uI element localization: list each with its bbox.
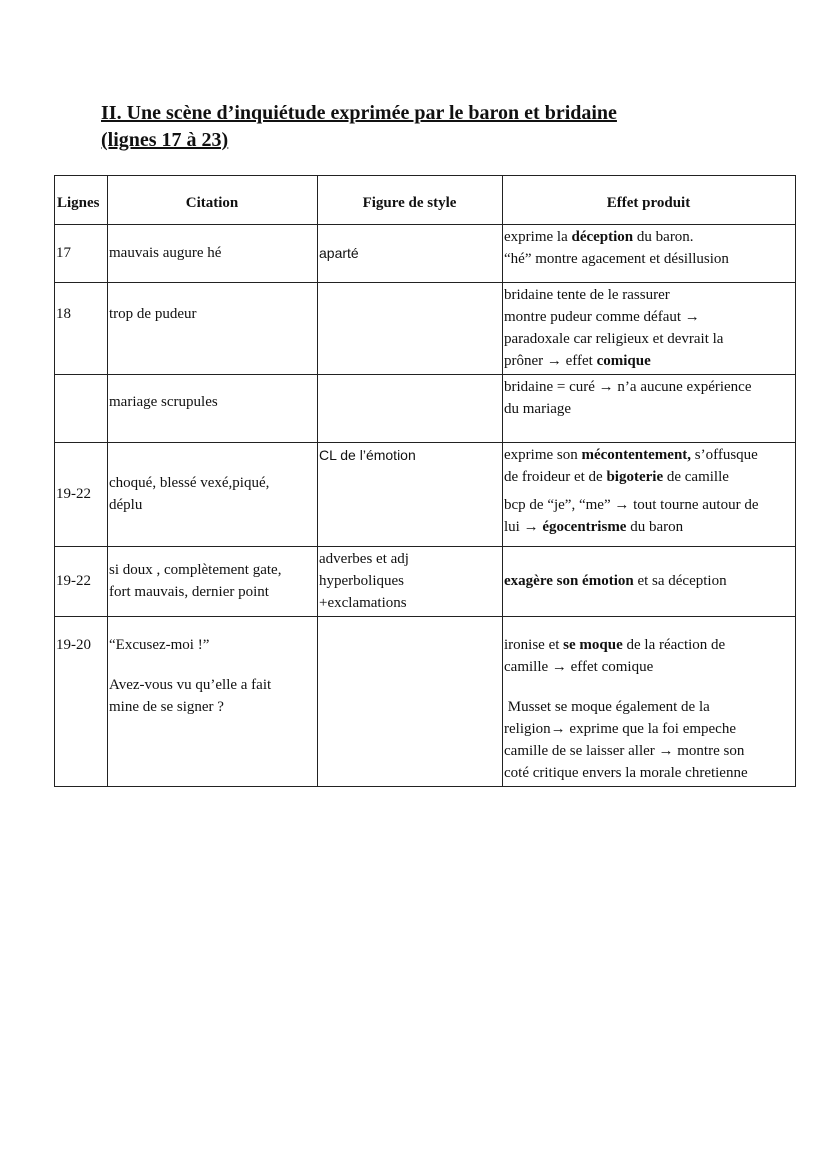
cell-lignes: 17 (55, 225, 108, 283)
table-row (55, 547, 796, 617)
table-row (55, 375, 796, 443)
cell-lignes: 18 (55, 283, 108, 375)
table-row (55, 443, 796, 547)
cell-figure: aparté (318, 225, 503, 283)
cell-effet: exprime son mécontentement, s’offusque de froideur et de bigoterie de camille bcp de “je”, “me” → tout tourne autour de lui → égocentrisme du baron (503, 443, 796, 547)
cell-figure (318, 283, 503, 375)
table-row (55, 283, 796, 375)
cell-citation: choqué, blessé vexé,piqué, déplu (108, 443, 318, 547)
cell-effet: exprime la déception du baron. “hé” montre agacement et désillusion (503, 225, 796, 283)
cell-effet: ironise et se moque de la réaction de camille → effet comique Musset se moque également de la religion→ exprime que la foi empeche camille de se laisser aller → montre son coté critique envers la morale chretienne (503, 617, 796, 787)
analysis-table (54, 175, 796, 787)
cell-lignes: 19-22 (55, 443, 108, 547)
cell-citation: “Excusez-moi !” Avez-vous vu qu’elle a fait mine de se signer ? (108, 617, 318, 787)
cell-figure: adverbes et adj hyperboliques +exclamations (318, 547, 503, 617)
header-figure: Figure de style (318, 176, 503, 225)
cell-lignes: 19-20 (55, 617, 108, 787)
cell-citation: si doux , complètement gate, fort mauvais, dernier point (108, 547, 318, 617)
cell-citation: mauvais augure hé (108, 225, 318, 283)
cell-figure (318, 375, 503, 443)
table-header-row (55, 176, 796, 225)
header-citation: Citation (108, 176, 318, 225)
cell-lignes: 19-22 (55, 547, 108, 617)
title-line-2: (lignes 17 à 23) (101, 129, 229, 151)
header-lignes: Lignes (55, 176, 108, 225)
page-title (101, 100, 741, 154)
header-effet: Effet produit (503, 176, 796, 225)
cell-figure (318, 617, 503, 787)
cell-effet: bridaine = curé → n’a aucune expérience du mariage (503, 375, 796, 443)
cell-figure: CL de l’émotion (318, 443, 503, 547)
title-line-1: II. Une scène d’inquiétude exprimée par le baron et bridaine (101, 102, 617, 124)
cell-citation: trop de pudeur (108, 283, 318, 375)
cell-effet: bridaine tente de le rassurer montre pudeur comme défaut → paradoxale car religieux et devrait la prôner → effet comique (503, 283, 796, 375)
table-row (55, 617, 796, 787)
cell-citation: mariage scrupules (108, 375, 318, 443)
cell-effet: exagère son émotion et sa déception (503, 547, 796, 617)
table-row (55, 225, 796, 283)
cell-lignes (55, 375, 108, 443)
